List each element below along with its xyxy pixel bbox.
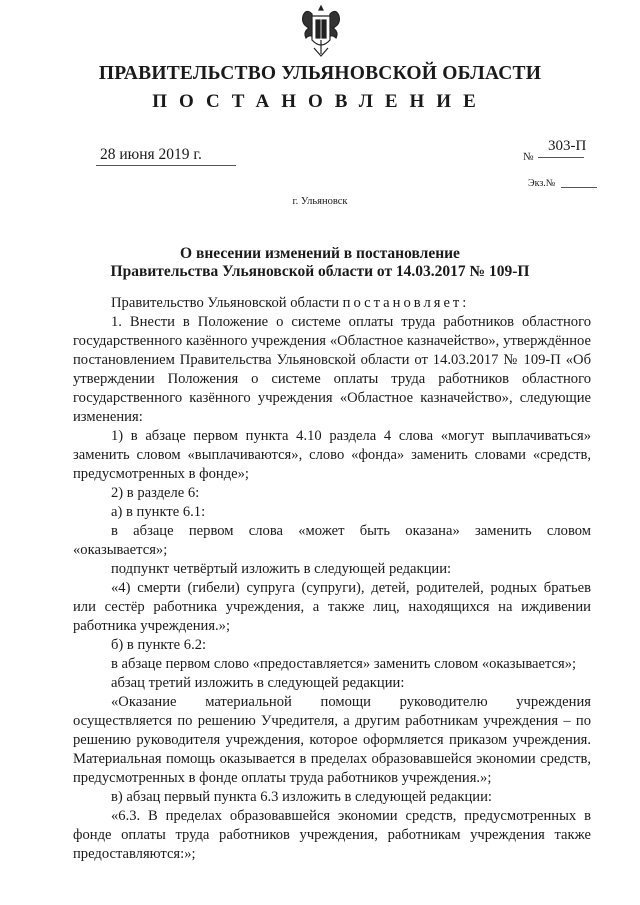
paragraph: 2) в разделе 6: — [111, 485, 200, 501]
number-label: № — [523, 151, 534, 163]
document-number: 303-П — [548, 138, 587, 154]
date-underline — [96, 165, 236, 166]
copy-number-label: Экз.№ — [528, 178, 556, 189]
paragraph: 1. Внести в Положение о системе оплаты труда работников областного государственного казённого учреждения «Областное казначейство», утверждённое постановлением Правительства Ульяновской области от 14.03.2017 № 109-П «Об утверждении Положения о системе оплаты труда работников областного государственного казённого учреждения «Областное казначейство», следующие изменения: — [73, 314, 591, 425]
intro-verb: постановляет: — [342, 295, 470, 311]
coat-of-arms-emblem — [300, 4, 342, 58]
title-line-2: Правительства Ульяновской области от 14.03.2017 № 109-П — [110, 263, 530, 280]
document-type: ПОСТАНОВЛЕНИЕ — [152, 91, 488, 112]
number-underline — [538, 157, 584, 158]
paragraph: абзац третий изложить в следующей редакции: — [111, 675, 405, 691]
organization-name: ПРАВИТЕЛЬСТВО УЛЬЯНОВСКОЙ ОБЛАСТИ — [98, 63, 542, 84]
paragraph: а) в пункте 6.1: — [111, 504, 206, 520]
paragraph: «6.3. В пределах образовавшейся экономии средств, предусмотренных в фонде оплаты труда работников учреждения, работникам учреждения также предоставляются:»; — [73, 808, 591, 862]
paragraph: в абзаце первом слово «предоставляется» заменить словом «оказывается»; — [111, 656, 577, 672]
copy-number-underline — [561, 187, 597, 188]
intro-prefix: Правительство Ульяновской области — [111, 295, 343, 311]
intro-paragraph — [73, 294, 591, 313]
document-date: 28 июня 2019 г. — [100, 146, 202, 163]
document-body — [73, 294, 591, 864]
paragraph: в абзаце первом слова «может быть оказана» заменить словом «оказывается»; — [73, 523, 591, 558]
paragraph: «4) смерти (гибели) супруга (супруги), детей, родителей, родных братьев или сестёр работника учреждения, а также лиц, находящихся на иждивении работника учреждения.»; — [73, 580, 591, 634]
paragraph: подпункт четвёртый изложить в следующей редакции: — [111, 561, 452, 577]
paragraph: б) в пункте 6.2: — [111, 637, 207, 653]
title-line-1: О внесении изменений в постановление — [180, 245, 460, 262]
city: г. Ульяновск — [292, 196, 348, 207]
paragraph: 1) в абзаце первом пункта 4.10 раздела 4 слова «могут выплачиваться» заменить словом «выплачиваются», слово «фонда» заменить словами «средств, предусмотренных в фонде»; — [73, 428, 591, 482]
paragraph: «Оказание материальной помощи руководителю учреждения осуществляется по решению Учредителя, а другим работникам учреждения – по решению руководителя учреждения, которое оформляется приказом учреждения. Материальная помощь оказывается в пределах образовавшейся экономии средств, предусмотренных в фонде оплаты труда работников учреждения.»; — [73, 694, 591, 786]
document-title — [0, 245, 640, 281]
paragraph: в) абзац первый пункта 6.3 изложить в следующей редакции: — [111, 789, 492, 805]
